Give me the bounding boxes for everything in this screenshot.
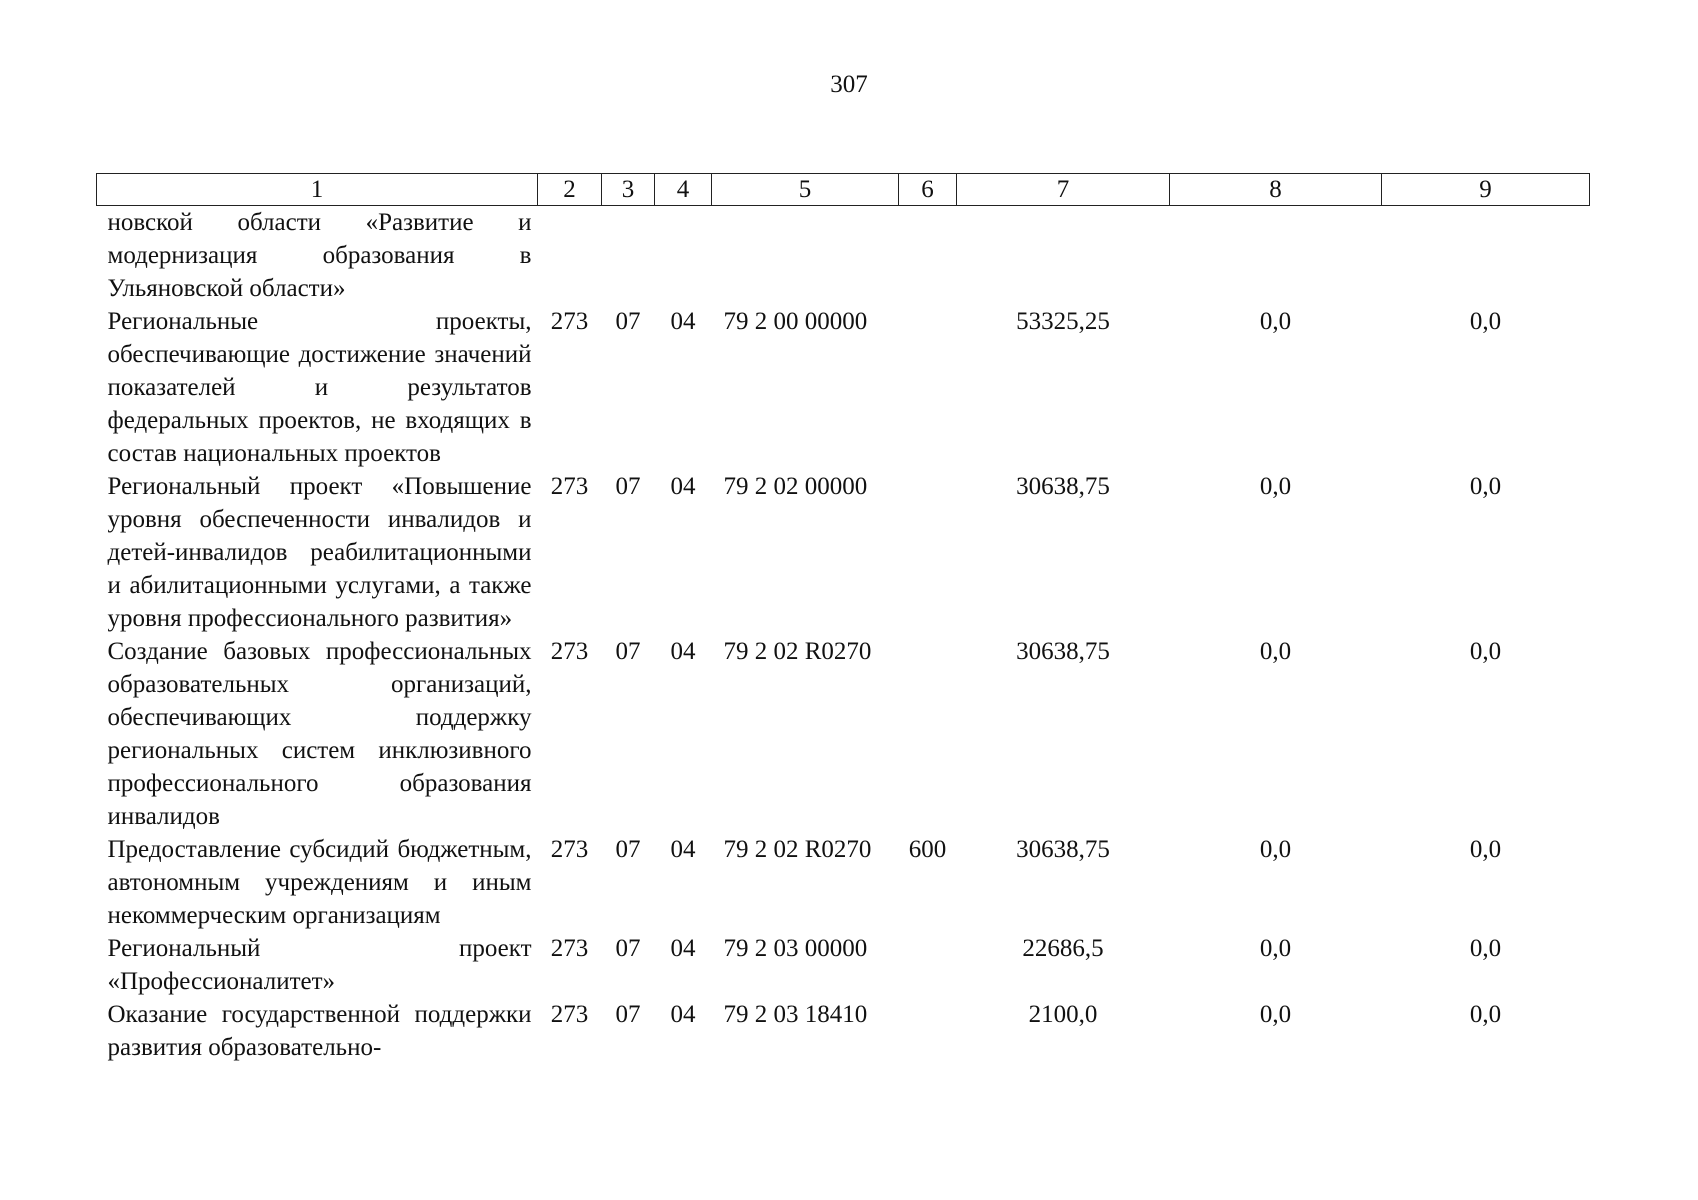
cell-col8 — [1170, 206, 1382, 306]
cell-col5: 79 2 02 00000 — [723, 473, 868, 500]
table-row — [97, 206, 1590, 306]
row-description: Региональный проект «Повышение уровня обеспеченности инвалидов и детей-инвалидов реабилитационными и абилитационными услугами, а также уровня профессионального развития» — [107, 473, 532, 632]
cell-col6 — [899, 635, 957, 833]
column-header-9: 9 — [1382, 174, 1590, 206]
table-row — [97, 470, 1590, 635]
cell-col6 — [899, 470, 957, 635]
cell-col6 — [899, 998, 957, 1064]
cell-col9 — [1382, 206, 1590, 306]
cell-col2: 273 — [550, 473, 589, 500]
cell-col2: 273 — [550, 935, 589, 962]
cell-col4: 04 — [670, 308, 696, 335]
cell-col8: 0,0 — [1259, 935, 1292, 962]
cell-col3: 07 — [615, 473, 641, 500]
column-header-6: 6 — [899, 174, 957, 206]
cell-col3: 07 — [615, 638, 641, 665]
cell-col2: 273 — [550, 638, 589, 665]
row-description: Создание базовых профессиональных образовательных организаций, обеспечивающих поддержку региональных систем инклюзивного профессионального образования инвалидов — [107, 638, 532, 830]
cell-col4: 04 — [670, 1001, 696, 1028]
table-body — [97, 206, 1590, 1065]
cell-col7: 30638,75 — [1016, 638, 1110, 665]
cell-col2 — [538, 206, 602, 306]
row-description: Региональный проект «Профессионалитет» — [107, 935, 532, 995]
cell-col9: 0,0 — [1469, 935, 1502, 962]
table-header — [97, 174, 1590, 206]
cell-col7: 30638,75 — [1016, 473, 1110, 500]
cell-col4: 04 — [670, 935, 696, 962]
table-row — [97, 833, 1590, 932]
row-description: Предоставление субсидий бюджетным, автономным учреждениям и иным некоммерческим организациям — [107, 836, 532, 929]
cell-col4: 04 — [670, 473, 696, 500]
cell-col3: 07 — [615, 1001, 641, 1028]
cell-col5 — [712, 206, 899, 306]
column-header-8: 8 — [1170, 174, 1382, 206]
column-header-1: 1 — [97, 174, 538, 206]
cell-col3: 07 — [615, 935, 641, 962]
row-description: Региональные проекты, обеспечивающие достижение значений показателей и результатов федеральных проектов, не входящих в состав национальных проектов — [107, 308, 532, 467]
cell-col4: 04 — [670, 638, 696, 665]
column-header-4: 4 — [655, 174, 712, 206]
cell-col6 — [899, 206, 957, 306]
cell-col9: 0,0 — [1469, 1001, 1502, 1028]
column-header-2: 2 — [538, 174, 602, 206]
cell-col6 — [899, 932, 957, 998]
cell-col5: 79 2 02 R0270 — [723, 638, 872, 665]
cell-col9: 0,0 — [1469, 308, 1502, 335]
cell-col8: 0,0 — [1259, 1001, 1292, 1028]
budget-table — [96, 173, 1590, 1064]
cell-col4: 04 — [670, 836, 696, 863]
row-description: новской области «Развитие и модернизация образования в Ульяновской области» — [107, 209, 532, 302]
cell-col4 — [655, 206, 712, 306]
cell-col3 — [602, 206, 655, 306]
cell-col8: 0,0 — [1259, 836, 1292, 863]
cell-col7 — [957, 206, 1170, 306]
cell-col9: 0,0 — [1469, 473, 1502, 500]
cell-col8: 0,0 — [1259, 473, 1292, 500]
table-row — [97, 998, 1590, 1064]
cell-col8: 0,0 — [1259, 638, 1292, 665]
cell-col9: 0,0 — [1469, 836, 1502, 863]
cell-col3: 07 — [615, 836, 641, 863]
cell-col5: 79 2 00 00000 — [723, 308, 868, 335]
cell-col2: 273 — [550, 836, 589, 863]
cell-col6 — [899, 305, 957, 470]
column-header-3: 3 — [602, 174, 655, 206]
cell-col7: 22686,5 — [1022, 935, 1104, 962]
table-row — [97, 932, 1590, 998]
page-number: 307 — [830, 71, 868, 98]
cell-col5: 79 2 03 00000 — [723, 935, 868, 962]
table-row — [97, 635, 1590, 833]
table-row — [97, 305, 1590, 470]
cell-col9: 0,0 — [1469, 638, 1502, 665]
column-header-7: 7 — [957, 174, 1170, 206]
cell-col8: 0,0 — [1259, 308, 1292, 335]
cell-col5: 79 2 03 18410 — [723, 1001, 868, 1028]
column-header-5: 5 — [712, 174, 899, 206]
cell-col2: 273 — [550, 1001, 589, 1028]
cell-col2: 273 — [550, 308, 589, 335]
header-row — [97, 174, 1590, 206]
cell-col7: 30638,75 — [1016, 836, 1110, 863]
cell-col7: 2100,0 — [1028, 1001, 1098, 1028]
row-description: Оказание государственной поддержки развития образовательно- — [107, 1001, 532, 1061]
cell-col6: 600 — [908, 836, 947, 863]
cell-col7: 53325,25 — [1016, 308, 1110, 335]
cell-col3: 07 — [615, 308, 641, 335]
cell-col5: 79 2 02 R0270 — [723, 836, 872, 863]
